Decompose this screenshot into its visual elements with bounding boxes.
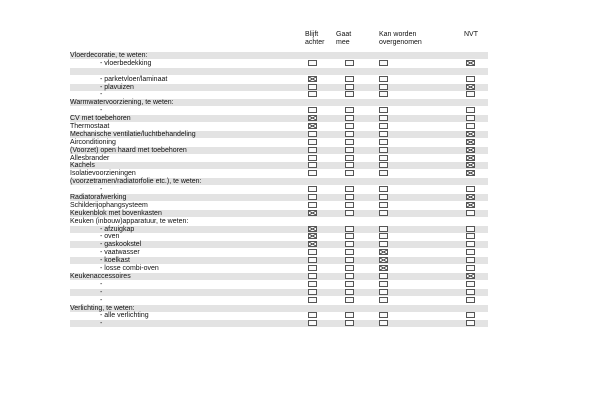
checkbox-stays[interactable]	[308, 115, 317, 121]
checkbox-goes-along[interactable]	[345, 194, 354, 200]
row-label: -	[100, 296, 103, 304]
checkbox-not-applicable[interactable]	[466, 107, 475, 113]
checkbox-goes-along[interactable]	[345, 320, 354, 326]
cross-mark-icon	[467, 156, 474, 160]
checkbox-not-applicable[interactable]	[466, 273, 475, 279]
checkbox-stays[interactable]	[308, 297, 317, 303]
checkbox-stays[interactable]	[308, 320, 317, 326]
checklist-row	[70, 91, 490, 99]
checkbox-not-applicable[interactable]	[466, 210, 475, 216]
checkbox-takeover[interactable]	[379, 60, 388, 66]
checkbox-stays[interactable]	[308, 76, 317, 82]
checkbox-stays[interactable]	[308, 257, 317, 263]
checkbox-takeover[interactable]	[379, 84, 388, 90]
checklist-row	[70, 162, 490, 170]
cross-mark-icon	[309, 124, 316, 128]
checkbox-takeover[interactable]	[379, 226, 388, 232]
checkbox-not-applicable[interactable]	[466, 186, 475, 192]
row-label: - alle verlichting	[100, 312, 149, 320]
checkbox-takeover[interactable]	[379, 170, 388, 176]
checkbox-takeover[interactable]	[379, 155, 388, 161]
row-shading	[70, 289, 488, 296]
checklist-row	[70, 233, 490, 241]
row-shading	[70, 162, 488, 169]
checkbox-stays[interactable]	[308, 147, 317, 153]
row-label: Kachels	[70, 162, 95, 170]
checkbox-goes-along[interactable]	[345, 155, 354, 161]
row-label: - vloerbedekking	[100, 59, 152, 67]
checklist-row	[70, 305, 490, 313]
checkbox-takeover[interactable]	[379, 281, 388, 287]
checkbox-stays[interactable]	[308, 202, 317, 208]
checklist-row	[70, 226, 490, 234]
column-header-can-be-taken-over: Kan worden overgenomen	[379, 31, 422, 46]
checkbox-takeover[interactable]	[379, 91, 388, 97]
cross-mark-icon	[309, 211, 316, 215]
checklist-row	[70, 210, 490, 218]
checkbox-not-applicable[interactable]	[466, 139, 475, 145]
checklist-row	[70, 170, 490, 178]
checkbox-not-applicable[interactable]	[466, 162, 475, 168]
checkbox-takeover[interactable]	[379, 202, 388, 208]
checkbox-goes-along[interactable]	[345, 312, 354, 318]
checkbox-goes-along[interactable]	[345, 297, 354, 303]
cross-mark-icon	[309, 116, 316, 120]
cross-mark-icon	[467, 132, 474, 136]
row-label: Warmwatervoorziening, te weten:	[70, 99, 174, 107]
checkbox-stays[interactable]	[308, 107, 317, 113]
row-label: Schilderijophangsysteem	[70, 201, 148, 209]
column-header-stays: Blijft achter	[305, 31, 325, 46]
row-label: - koelkast	[100, 257, 130, 265]
cross-mark-icon	[467, 274, 474, 278]
checkbox-takeover[interactable]	[379, 139, 388, 145]
row-label: Allesbrander	[70, 154, 110, 162]
checklist-row	[70, 257, 490, 265]
row-label: -	[100, 280, 103, 288]
cross-mark-icon	[380, 258, 387, 262]
row-label: -	[100, 320, 103, 328]
checkbox-goes-along[interactable]	[345, 84, 354, 90]
checkbox-stays[interactable]	[308, 84, 317, 90]
row-shading	[70, 115, 488, 122]
checkbox-not-applicable[interactable]	[466, 131, 475, 137]
column-header-goes-along: Gaat mee	[336, 31, 352, 46]
checkbox-not-applicable[interactable]	[466, 115, 475, 121]
checkbox-stays[interactable]	[308, 186, 317, 192]
row-label: Airconditioning	[70, 138, 116, 146]
row-label: -	[100, 91, 103, 99]
cross-mark-icon	[467, 163, 474, 167]
checkbox-goes-along[interactable]	[345, 123, 354, 129]
row-label: Keukenblok met bovenkasten	[70, 209, 162, 217]
checkbox-not-applicable[interactable]	[466, 226, 475, 232]
checkbox-takeover[interactable]	[379, 297, 388, 303]
checkbox-takeover[interactable]	[379, 289, 388, 295]
checklist-row	[70, 312, 490, 320]
cross-mark-icon	[380, 266, 387, 270]
checkbox-goes-along[interactable]	[345, 60, 354, 66]
checklist-row	[70, 131, 490, 139]
checkbox-takeover[interactable]	[379, 312, 388, 318]
row-label: -	[100, 107, 103, 115]
checklist-row	[70, 218, 490, 226]
checklist-row	[70, 320, 490, 328]
checkbox-goes-along[interactable]	[345, 131, 354, 137]
checkbox-not-applicable[interactable]	[466, 155, 475, 161]
row-label: - losse combi-oven	[100, 265, 159, 273]
row-label: CV met toebehoren	[70, 115, 131, 123]
checkbox-goes-along[interactable]	[345, 226, 354, 232]
checkbox-takeover[interactable]	[379, 186, 388, 192]
checklist-row	[70, 194, 490, 202]
checkbox-not-applicable[interactable]	[466, 147, 475, 153]
checkbox-takeover[interactable]	[379, 210, 388, 216]
cross-mark-icon	[467, 140, 474, 144]
checklist-row	[70, 289, 490, 297]
row-shading	[70, 257, 488, 264]
checkbox-not-applicable[interactable]	[466, 84, 475, 90]
checklist-row	[70, 249, 490, 257]
checkbox-takeover[interactable]	[379, 115, 388, 121]
checklist-row	[70, 52, 490, 60]
checklist-row	[70, 265, 490, 273]
checkbox-takeover[interactable]	[379, 147, 388, 153]
cross-mark-icon	[309, 242, 316, 246]
cross-mark-icon	[380, 250, 387, 254]
checkbox-not-applicable[interactable]	[466, 320, 475, 326]
checklist-row	[70, 139, 490, 147]
checklist-table	[70, 52, 490, 328]
cross-mark-icon	[309, 234, 316, 238]
checkbox-goes-along[interactable]	[345, 233, 354, 239]
checkbox-takeover[interactable]	[379, 162, 388, 168]
checkbox-goes-along[interactable]	[345, 162, 354, 168]
checkbox-stays[interactable]	[308, 123, 317, 129]
checklist-row	[70, 76, 490, 84]
checkbox-not-applicable[interactable]	[466, 202, 475, 208]
checkbox-goes-along[interactable]	[345, 249, 354, 255]
cross-mark-icon	[467, 195, 474, 199]
checkbox-takeover[interactable]	[379, 249, 388, 255]
checkbox-not-applicable[interactable]	[466, 91, 475, 97]
checkbox-stays[interactable]	[308, 139, 317, 145]
row-label: Keuken (inbouw)apparatuur, te weten:	[70, 217, 189, 225]
row-label: Mechanische ventilatie/luchtbehandeling	[70, 130, 196, 138]
checkbox-goes-along[interactable]	[345, 202, 354, 208]
checkbox-stays[interactable]	[308, 210, 317, 216]
checkbox-not-applicable[interactable]	[466, 76, 475, 82]
checkbox-takeover[interactable]	[379, 131, 388, 137]
checkbox-goes-along[interactable]	[345, 265, 354, 271]
checkbox-goes-along[interactable]	[345, 186, 354, 192]
row-label: - parketvloer/laminaat	[100, 75, 168, 83]
checkbox-stays[interactable]	[308, 170, 317, 176]
checkbox-goes-along[interactable]	[345, 147, 354, 153]
checklist-row	[70, 202, 490, 210]
checkbox-stays[interactable]	[308, 194, 317, 200]
row-label: - afzuigkap	[100, 225, 135, 233]
checklist-row	[70, 68, 490, 76]
checklist-row	[70, 60, 490, 68]
checkbox-not-applicable[interactable]	[466, 265, 475, 271]
checkbox-goes-along[interactable]	[345, 210, 354, 216]
cross-mark-icon	[467, 61, 474, 65]
checkbox-stays[interactable]	[308, 91, 317, 97]
row-label: Radiatorafwerking	[70, 194, 127, 202]
checklist-row	[70, 297, 490, 305]
checkbox-takeover[interactable]	[379, 320, 388, 326]
row-label: Vloerdecoratie, te weten:	[70, 52, 148, 59]
row-label: -	[100, 186, 103, 194]
checkbox-stays[interactable]	[308, 60, 317, 66]
row-label: Isolatievoorzieningen	[70, 170, 136, 178]
row-label: - gaskookstel	[100, 241, 142, 249]
cross-mark-icon	[467, 171, 474, 175]
checkbox-stays[interactable]	[308, 226, 317, 232]
checkbox-goes-along[interactable]	[345, 170, 354, 176]
row-shading	[70, 194, 488, 201]
checkbox-not-applicable[interactable]	[466, 60, 475, 66]
checkbox-takeover[interactable]	[379, 233, 388, 239]
checklist-row	[70, 273, 490, 281]
checklist-row	[70, 155, 490, 163]
checkbox-stays[interactable]	[308, 265, 317, 271]
checkbox-takeover[interactable]	[379, 76, 388, 82]
checkbox-stays[interactable]	[308, 233, 317, 239]
checklist-row	[70, 147, 490, 155]
checkbox-stays[interactable]	[308, 241, 317, 247]
checklist-row	[70, 281, 490, 289]
checkbox-goes-along[interactable]	[345, 139, 354, 145]
checkbox-stays[interactable]	[308, 155, 317, 161]
row-shading	[70, 68, 488, 75]
checkbox-takeover[interactable]	[379, 257, 388, 263]
checkbox-not-applicable[interactable]	[466, 249, 475, 255]
checkbox-stays[interactable]	[308, 312, 317, 318]
checkbox-stays[interactable]	[308, 162, 317, 168]
checklist-row	[70, 107, 490, 115]
checkbox-not-applicable[interactable]	[466, 123, 475, 129]
row-shading	[70, 273, 488, 280]
row-label: - oven	[100, 233, 120, 241]
cross-mark-icon	[309, 77, 316, 81]
cross-mark-icon	[309, 227, 316, 231]
checklist-row	[70, 178, 490, 186]
checkbox-not-applicable[interactable]	[466, 170, 475, 176]
row-label: Keukenaccessoires	[70, 272, 131, 280]
checkbox-takeover[interactable]	[379, 107, 388, 113]
checkbox-goes-along[interactable]	[345, 241, 354, 247]
checkbox-stays[interactable]	[308, 249, 317, 255]
checkbox-goes-along[interactable]	[345, 289, 354, 295]
checkbox-takeover[interactable]	[379, 265, 388, 271]
checkbox-goes-along[interactable]	[345, 115, 354, 121]
checkbox-stays[interactable]	[308, 273, 317, 279]
checkbox-goes-along[interactable]	[345, 281, 354, 287]
checklist-row	[70, 241, 490, 249]
row-label: (Voorzet) open haard met toebehoren	[70, 146, 187, 154]
checkbox-not-applicable[interactable]	[466, 312, 475, 318]
row-shading	[70, 320, 488, 327]
checkbox-takeover[interactable]	[379, 273, 388, 279]
checkbox-goes-along[interactable]	[345, 76, 354, 82]
checklist-row	[70, 123, 490, 131]
checklist-row	[70, 84, 490, 92]
checkbox-takeover[interactable]	[379, 241, 388, 247]
row-label: Verlichting, te weten:	[70, 304, 135, 312]
checkbox-not-applicable[interactable]	[466, 281, 475, 287]
checkbox-stays[interactable]	[308, 131, 317, 137]
checklist-row	[70, 186, 490, 194]
checkbox-not-applicable[interactable]	[466, 289, 475, 295]
column-header-not-applicable: NVT	[464, 31, 478, 38]
checkbox-not-applicable[interactable]	[466, 257, 475, 263]
checkbox-stays[interactable]	[308, 281, 317, 287]
row-label: - vaatwasser	[100, 249, 140, 257]
row-label: (voorzetramen/radiatorfolie etc.), te weten:	[70, 178, 202, 186]
checkbox-goes-along[interactable]	[345, 107, 354, 113]
cross-mark-icon	[467, 148, 474, 152]
checkbox-takeover[interactable]	[379, 194, 388, 200]
cross-mark-icon	[467, 85, 474, 89]
checkbox-not-applicable[interactable]	[466, 233, 475, 239]
row-label: -	[100, 288, 103, 296]
cross-mark-icon	[467, 203, 474, 207]
row-label: Thermostaat	[70, 123, 110, 131]
checkbox-not-applicable[interactable]	[466, 297, 475, 303]
checkbox-goes-along[interactable]	[345, 91, 354, 97]
checkbox-not-applicable[interactable]	[466, 194, 475, 200]
checkbox-not-applicable[interactable]	[466, 241, 475, 247]
checkbox-goes-along[interactable]	[345, 273, 354, 279]
checklist-row	[70, 115, 490, 123]
checklist-row	[70, 99, 490, 107]
checkbox-takeover[interactable]	[379, 123, 388, 129]
row-label: - plavuizen	[100, 83, 134, 91]
checkbox-stays[interactable]	[308, 289, 317, 295]
checkbox-goes-along[interactable]	[345, 257, 354, 263]
